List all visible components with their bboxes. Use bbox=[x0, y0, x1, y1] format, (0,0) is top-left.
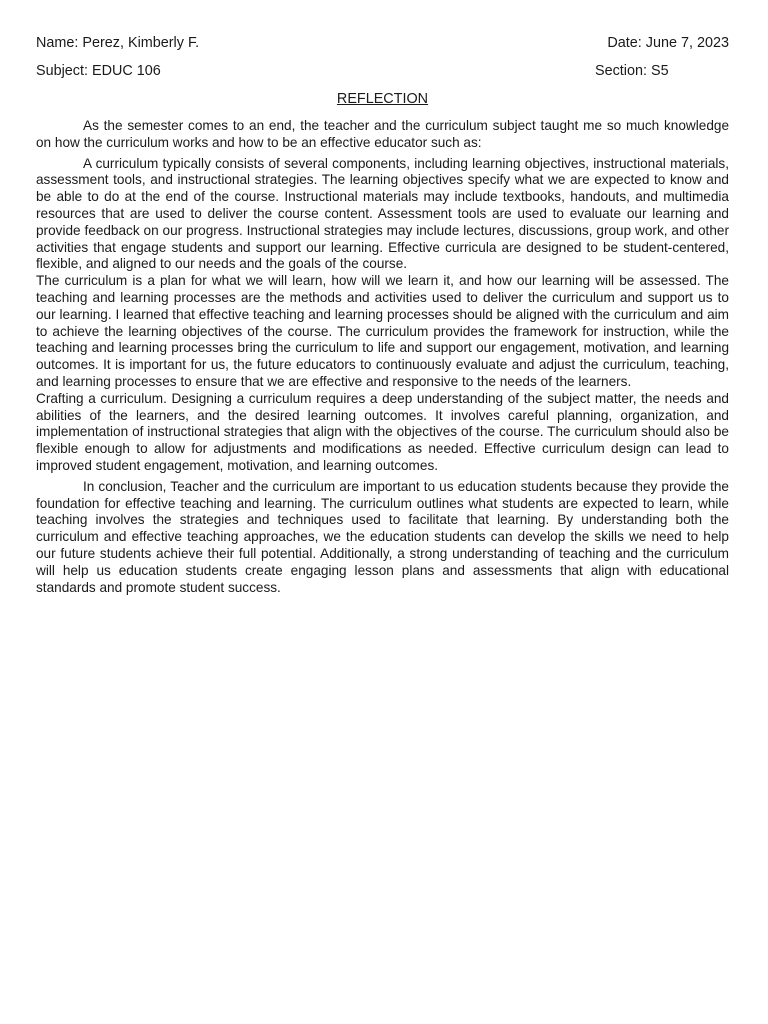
section-field: Section: S5 bbox=[595, 63, 669, 79]
student-name: Name: Perez, Kimberly F. bbox=[36, 35, 200, 51]
subject-field: Subject: EDUC 106 bbox=[36, 63, 161, 79]
document-body bbox=[36, 118, 729, 596]
paragraph-components: A curriculum typically consists of several components, including learning objectives, instructional materials, assessment tools, and instructional strategies. The learning objectives specify what we are expected to know and be able to do at the end of the course. Instructional materials may include textbooks, handouts, and multimedia resources that are used to deliver the course content. Assessment tools are used to evaluate our learning and provide feedback on our progress. Instructional strategies may include lectures, discussions, group work, and other activities that engage students and support our learning. Effective curricula are designed to be student-centered, flexible, and aligned to our needs and the goals of the course. bbox=[36, 155, 729, 272]
header-row-subject-section bbox=[36, 61, 729, 81]
paragraph-crafting: Crafting a curriculum. Designing a curriculum requires a deep understanding of the subject matter, the needs and abilities of the learners, and the desired learning outcomes. It involves careful planning, organization, and implementation of instructional strategies that align with the objectives of the course. The curriculum should also be flexible enough to allow for adjustments and modifications as needed. Effective curriculum design can lead to improved student engagement, motivation, and learning outcomes. bbox=[36, 390, 729, 473]
paragraph-curriculum-plan: The curriculum is a plan for what we will learn, how will we learn it, and how our learning will be assessed. The teaching and learning processes are the methods and activities used to deliver the curriculum and support us to our learning. I learned that effective teaching and learning processes should be aligned with the curriculum and aim to achieve the learning objectives of the course. The curriculum provides the framework for instruction, while the teaching and learning processes bring the curriculum to life and support our engagement, motivation, and learning outcomes. It is important for us, the future educators to continuously evaluate and adjust the curriculum, teaching, and learning processes to ensure that we are effective and responsive to the needs of the learners. bbox=[36, 273, 729, 389]
date-field: Date: June 7, 2023 bbox=[607, 35, 729, 51]
paragraph-intro: As the semester comes to an end, the teacher and the curriculum subject taught me so much knowledge on how the curriculum works and how to be an effective educator such as: bbox=[36, 118, 729, 150]
paragraph-conclusion: In conclusion, Teacher and the curriculum are important to us education students because they provide the foundation for effective teaching and learning. The curriculum outlines what students are expected to learn, while teaching involves the strategies and techniques used to facilitate that learning. By understanding both the curriculum and effective teaching approaches, we the education students can develop the skills we need to help our future students achieve their full potential. Additionally, a strong understanding of teaching and the curriculum will help us education students create engaging lesson plans and assessments that align with educational standards and promote student success. bbox=[36, 478, 729, 595]
header-row-name-date bbox=[36, 33, 729, 53]
document-title: REFLECTION bbox=[336, 91, 429, 107]
